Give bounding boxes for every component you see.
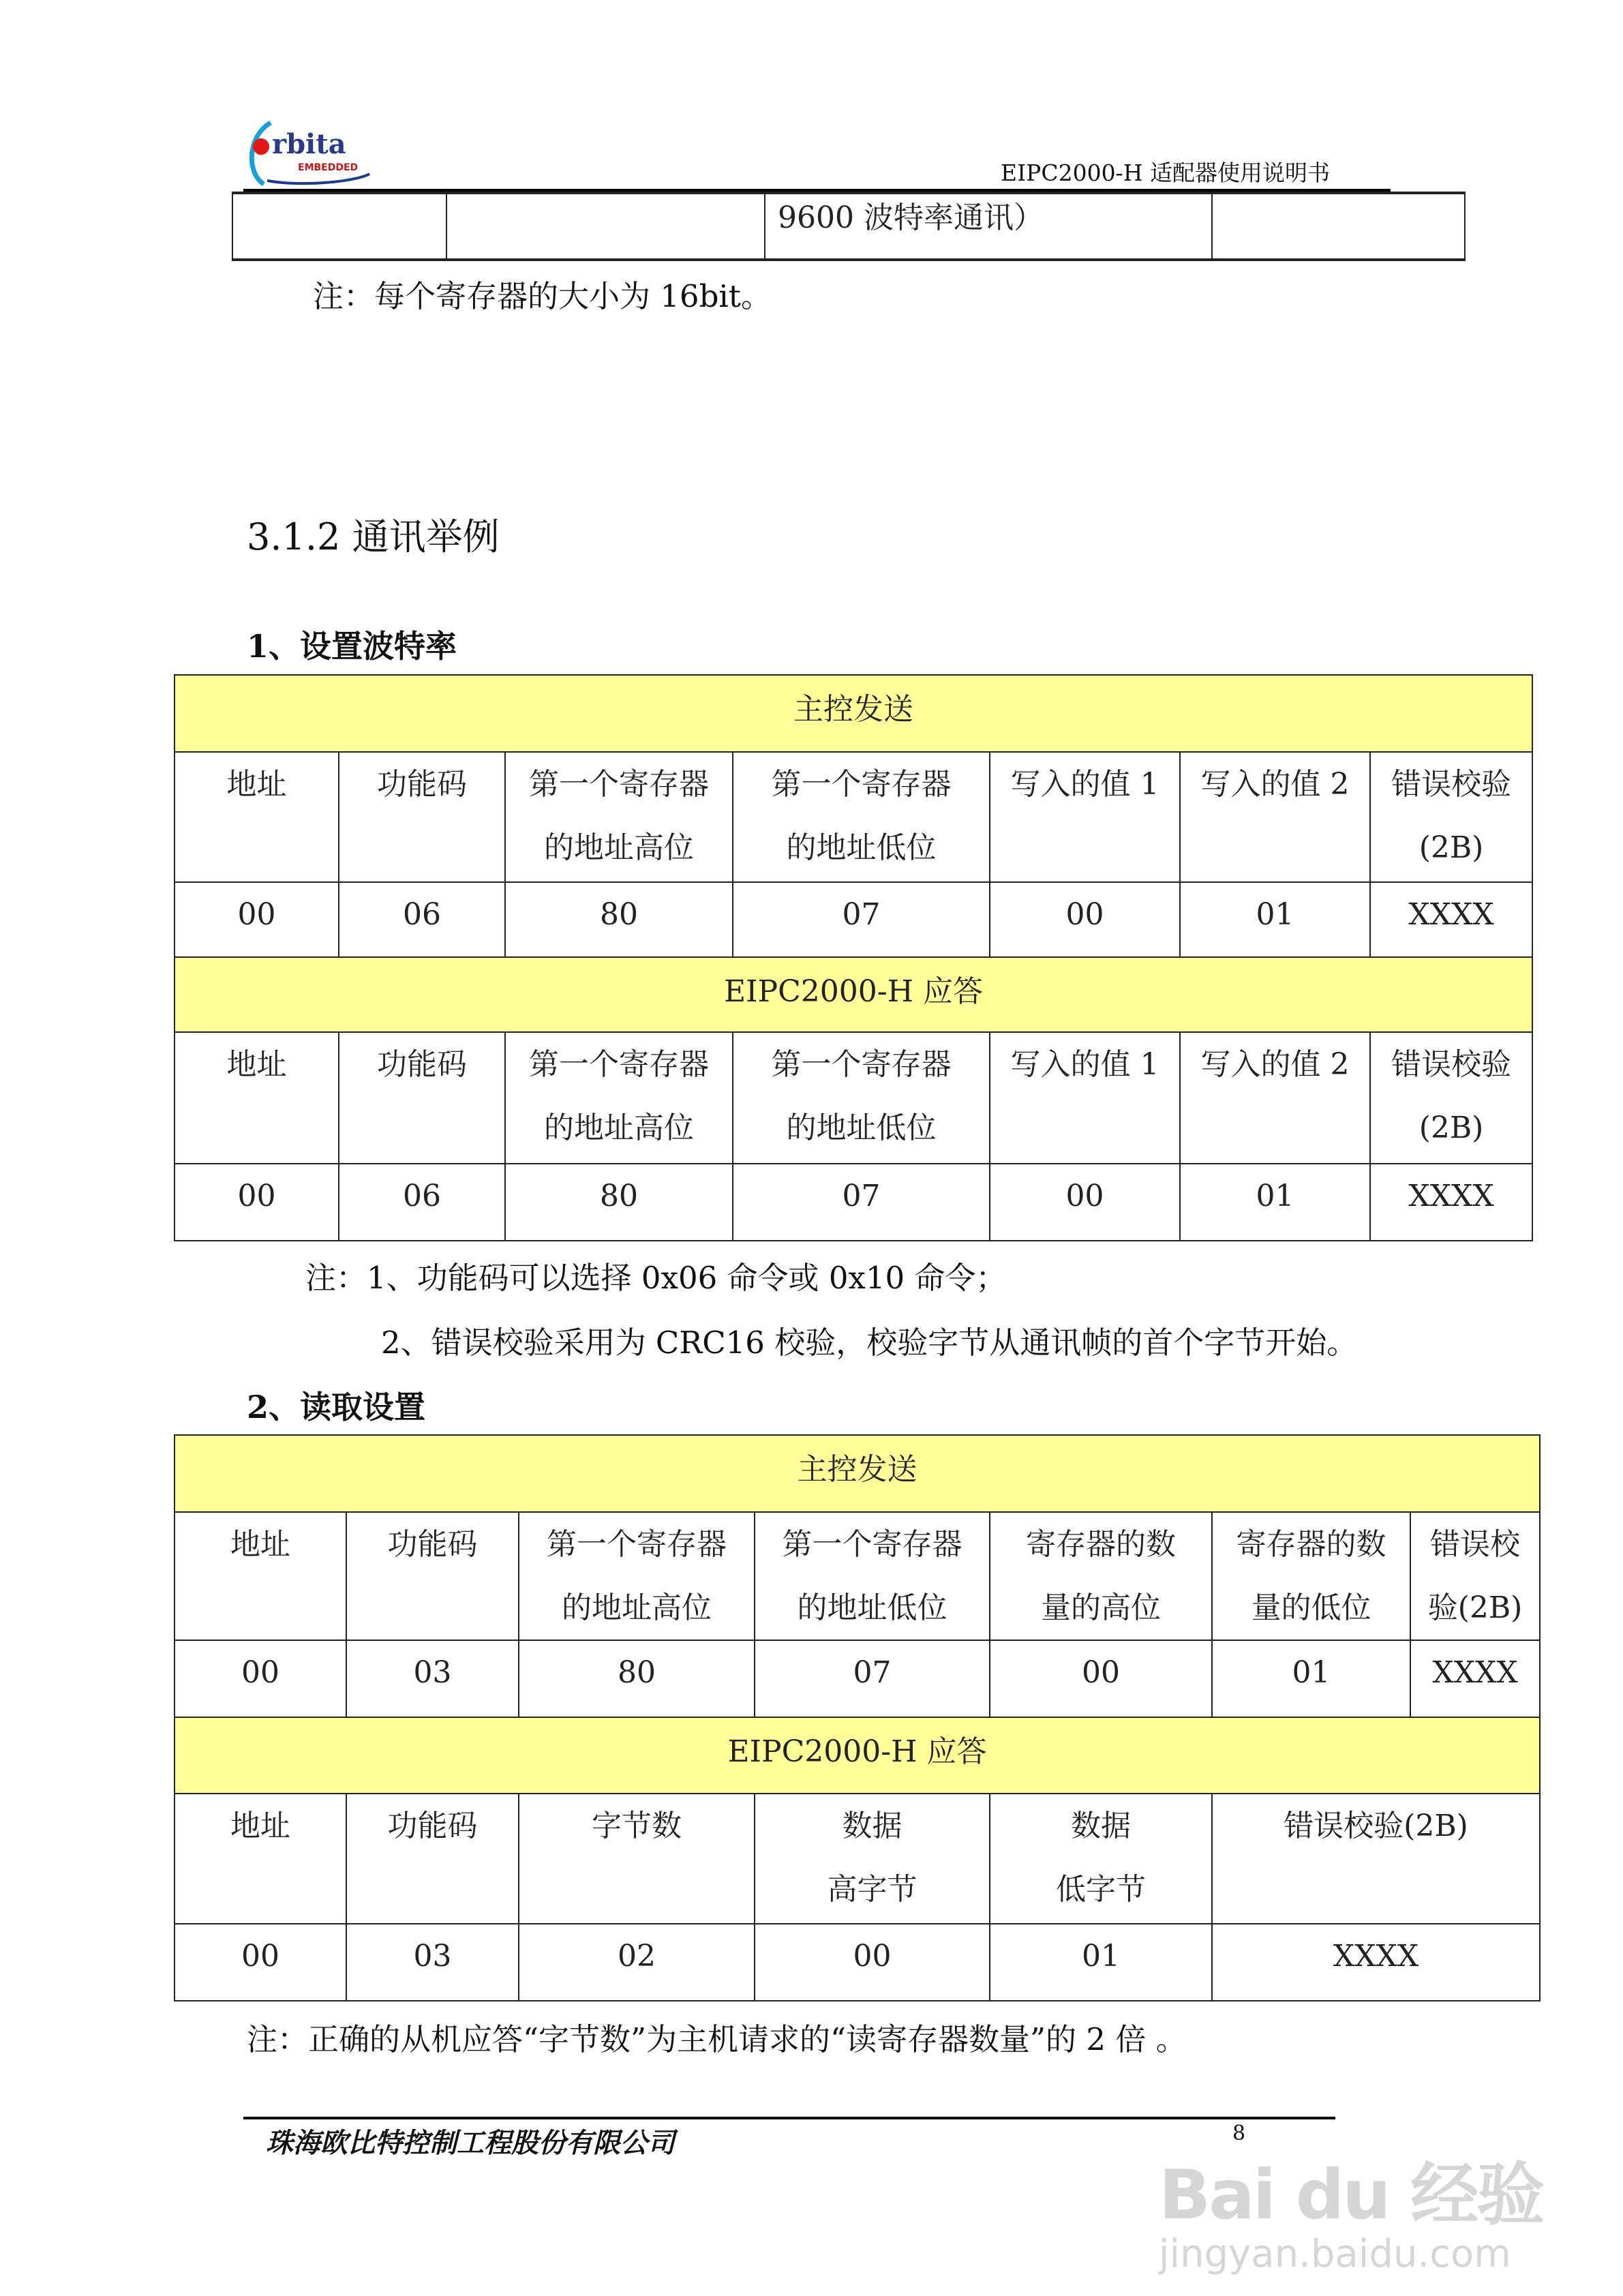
value-cell: 07 (755, 1640, 990, 1717)
example-2-title: 2、读取设置 (247, 1389, 426, 1425)
header-cell (1212, 1512, 1410, 1640)
slave-response-label: EIPC2000-H 应答 (175, 1717, 1540, 1794)
value-cell: XXXX (1370, 1164, 1532, 1241)
header-line: 低字节 (1056, 1872, 1146, 1907)
header-cell (339, 1032, 505, 1164)
header-cell (755, 1512, 990, 1640)
master-send-label: 主控发送 (175, 1435, 1540, 1512)
header-line: 寄存器的数 (1236, 1527, 1386, 1562)
header-line: 第一个寄存器 (547, 1527, 727, 1562)
header-cell (339, 752, 505, 882)
value-cell: 00 (990, 882, 1180, 957)
header-line: 第一个寄存器 (771, 767, 952, 802)
continued-table (232, 192, 1466, 261)
company-logo (243, 116, 373, 187)
header-line: 错误校验 (1391, 1047, 1512, 1082)
value-cell: 00 (990, 1164, 1180, 1241)
header-line: 第一个寄存器 (782, 1527, 962, 1562)
header-line: 地址 (226, 1047, 287, 1082)
header-line: 的地址低位 (786, 1111, 937, 1145)
header-line: 的地址低位 (797, 1590, 947, 1625)
value-cell: 06 (339, 882, 505, 957)
header-line: 高字节 (827, 1872, 917, 1907)
header-line: 地址 (226, 767, 287, 802)
header-line: 的地址高位 (544, 1111, 694, 1145)
header-line: 数据 (1071, 1809, 1131, 1843)
header-line: 的地址高位 (544, 830, 694, 865)
header-cell (990, 752, 1180, 882)
value-cell: 01 (1180, 882, 1370, 957)
value-cell: 80 (519, 1640, 755, 1717)
header-cell (175, 752, 339, 882)
header-line: 地址 (230, 1527, 290, 1562)
header-cell (175, 1512, 346, 1640)
header-line: 写入的值 1 (1010, 1047, 1159, 1082)
header-line: 寄存器的数 (1026, 1527, 1176, 1562)
header-line: 写入的值 2 (1200, 1047, 1350, 1082)
value-cell: XXXX (1410, 1640, 1540, 1717)
watermark-url: jingyan.baidu.com (1159, 2232, 1511, 2276)
header-line: 数据 (842, 1809, 902, 1843)
header-cell (755, 1794, 990, 1924)
header-line: 地址 (230, 1809, 290, 1843)
value-cell: 01 (1212, 1640, 1410, 1717)
header-cell (990, 1032, 1180, 1164)
header-line: 错误校验(2B) (1284, 1809, 1468, 1843)
header-line: 功能码 (377, 1047, 467, 1082)
slave-response-label: EIPC2000-H 应答 (175, 957, 1532, 1032)
header-line: 功能码 (377, 767, 467, 802)
header-line: 的地址高位 (562, 1590, 712, 1625)
header-cell (346, 1794, 519, 1924)
master-send-label: 主控发送 (175, 675, 1532, 752)
header-cell (733, 1032, 990, 1164)
header-cell (505, 752, 733, 882)
table-cell (232, 193, 446, 260)
value-cell: 00 (175, 1164, 339, 1241)
header-cell (519, 1512, 755, 1640)
header-line: 字节数 (592, 1809, 682, 1843)
value-cell: 80 (505, 882, 733, 957)
header-cell (990, 1794, 1212, 1924)
value-cell: 01 (990, 1924, 1212, 2001)
section-heading: 3.1.2 通讯举例 (247, 515, 500, 558)
read-settings-table (174, 1434, 1541, 2002)
header-line: 写入的值 1 (1010, 767, 1159, 802)
value-cell: XXXX (1212, 1924, 1540, 2001)
page-number: 8 (1232, 2121, 1246, 2145)
value-cell: 80 (505, 1164, 733, 1241)
company-name: 珠海欧比特控制工程股份有限公司 (266, 2128, 675, 2159)
header-cell (1212, 1794, 1540, 1924)
header-cell (346, 1512, 519, 1640)
header-cell (1180, 752, 1370, 882)
header-line: (2B) (1419, 830, 1484, 865)
header-line: 量的低位 (1251, 1590, 1371, 1625)
header-line: 第一个寄存器 (529, 767, 709, 802)
value-cell: 03 (346, 1640, 519, 1717)
header-line: (2B) (1419, 1111, 1484, 1145)
header-line: 功能码 (387, 1527, 478, 1562)
header-cell (175, 1794, 346, 1924)
value-cell: 00 (175, 1924, 346, 2001)
value-cell: 02 (519, 1924, 755, 2001)
header-cell (1370, 752, 1532, 882)
value-cell: 00 (175, 882, 339, 957)
value-cell: 07 (733, 882, 990, 957)
value-cell: 01 (1180, 1164, 1370, 1241)
example-1-title: 1、设置波特率 (247, 628, 457, 665)
svg-text:rbita: rbita (272, 128, 346, 160)
baidu-watermark (1159, 2155, 1543, 2276)
header-line: 验(2B) (1427, 1590, 1523, 1625)
value-cell: XXXX (1370, 882, 1532, 957)
register-size-note: 注：每个寄存器的大小为 16bit。 (313, 278, 772, 314)
header-line: 写入的值 2 (1200, 767, 1350, 802)
header-cell (519, 1794, 755, 1924)
document-title: EIPC2000-H 适配器使用说明书 (1001, 160, 1330, 186)
header-cell (1370, 1032, 1532, 1164)
header-line: 错误校验 (1391, 767, 1512, 802)
value-cell: 03 (346, 1924, 519, 2001)
value-cell: 06 (339, 1164, 505, 1241)
header-line: 功能码 (387, 1809, 478, 1843)
header-cell (733, 752, 990, 882)
value-cell: 07 (733, 1164, 990, 1241)
header-line: 第一个寄存器 (529, 1047, 709, 1082)
header-line: 的地址低位 (786, 830, 937, 865)
value-cell: 00 (755, 1924, 990, 2001)
header-cell (1180, 1032, 1370, 1164)
example-1-note-1: 注：1、功能码可以选择 0x06 命令或 0x10 命令； (305, 1260, 1007, 1296)
set-baudrate-table (174, 674, 1533, 1241)
example-2-note: 注：正确的从机应答“字节数”为主机请求的“读寄存器数量”的 2 倍 。 (247, 2021, 1187, 2057)
header-line: 第一个寄存器 (771, 1047, 952, 1082)
table-cell: 9600 波特率通讯） (765, 193, 1212, 260)
header-cell (505, 1032, 733, 1164)
table-cell (1212, 193, 1465, 260)
header-cell (1410, 1512, 1540, 1640)
svg-text:EMBEDDED: EMBEDDED (298, 162, 359, 173)
example-1-note-2: 2、错误校验采用为 CRC16 校验，校验字节从通讯帧的首个字节开始。 (381, 1325, 1358, 1361)
table-cell (446, 193, 765, 260)
footer-divider (243, 2117, 1335, 2119)
header-cell (175, 1032, 339, 1164)
value-cell: 00 (175, 1640, 346, 1717)
header-cell (990, 1512, 1212, 1640)
watermark-brand: Bai du 经验 (1159, 2155, 1543, 2235)
header-line: 错误校 (1430, 1527, 1521, 1562)
value-cell: 00 (990, 1640, 1212, 1717)
header-line: 量的高位 (1041, 1590, 1161, 1625)
